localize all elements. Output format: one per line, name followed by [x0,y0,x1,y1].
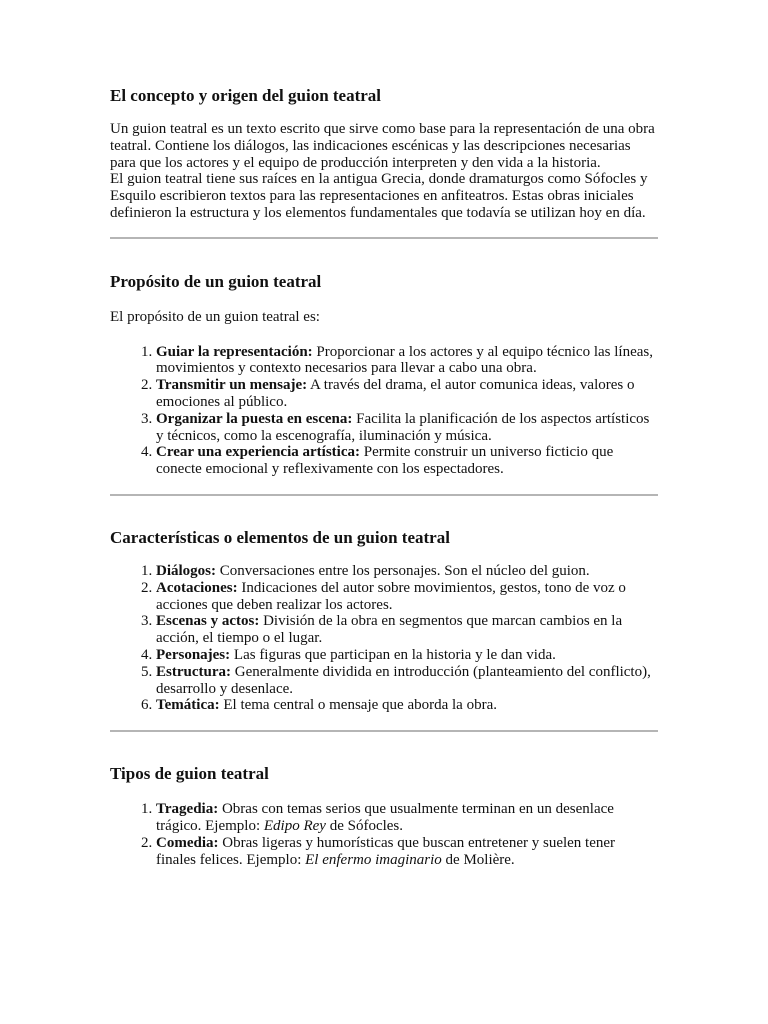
section-title: Características o elementos de un guion teatral [110,527,450,547]
list-item-text: División de la obra en segmentos que marcan cambios en la acción, el tiempo o el lugar. [156,613,623,647]
numbered-list [110,563,658,714]
document-page [110,85,658,868]
list-item [156,664,658,698]
list-item-term: Temática: [156,697,220,714]
numbered-list [110,801,658,868]
list-item-term: Transmitir un mensaje: [156,377,308,394]
list-item-text: Las figuras que participan en la historia y le dan vida. [230,646,556,663]
section-tipos [110,763,658,868]
divider [110,494,658,496]
work-title: El enfermo imaginario [305,851,442,868]
section-caracteristicas [110,527,658,714]
section-proposito [110,271,658,478]
list-item-term: Estructura: [156,663,231,680]
list-item [156,697,658,714]
list-item [156,580,658,614]
list-item [156,377,658,411]
list-item-term: Acotaciones: [156,579,238,596]
paragraph: Un guion teatral es un texto escrito que sirve como base para la representación de una obra teatral. Contiene los diálogos, las indicaciones escénicas y las descripciones necesarias para que los actores y el equipo de producción interpreten y den vida a la historia. [110,121,655,171]
list-item [156,647,658,664]
list-item-text: Permite construir un universo ficticio que conecte emocional y reflexivamente con los espectadores. [156,444,614,478]
list-item [156,411,658,445]
list-item-term: Crear una experiencia artística: [156,444,360,461]
list-item-text: de Molière. [441,851,515,868]
list-item-text: Facilita la planificación de los aspectos artísticos y técnicos, como la escenografía, iluminación y música. [156,410,650,444]
list-item [156,801,658,835]
list-item [156,344,658,378]
section-concepto-origen [110,85,658,222]
list-item [156,563,658,580]
paragraph: El propósito de un guion teatral es: [110,308,320,325]
section-title: Propósito de un guion teatral [110,271,322,291]
divider [110,730,658,732]
list-item-text: Obras con temas serios que usualmente terminan en un desenlace trágico. Ejemplo: [156,801,614,834]
list-item-text: Indicaciones del autor sobre movimientos, gestos, tono de voz o acciones que deben realizar los actores. [156,579,626,613]
list-item-text: Conversaciones entre los personajes. Son el núcleo del guion. [216,562,590,579]
list-item-text: de Sófocles. [325,817,404,834]
section-title: Tipos de guion teatral [110,764,269,784]
work-title: Edipo Rey [263,817,326,834]
list-item-text: Generalmente dividida en introducción (planteamiento del conflicto), desarrollo y desenlace. [156,663,651,697]
numbered-list [110,344,658,478]
list-item-text: Proporcionar a los actores y al equipo técnico las líneas, movimientos y contexto necesarios para llevar a cabo una obra. [156,343,653,377]
list-item-term: Escenas y actos: [156,613,260,630]
list-item-text: A través del drama, el autor comunica ideas, valores o emociones al público. [156,377,635,410]
list-item-text: Obras ligeras y humorísticas que buscan entretener y suelen tener finales felices. Ejemplo: [156,834,616,868]
section-title: El concepto y origen del guion teatral [110,86,382,105]
list-item [156,835,658,869]
list-item-term: Comedia: [156,834,219,851]
list-item-term: Diálogos: [156,562,216,579]
list-item-text: El tema central o mensaje que aborda la obra. [219,697,497,714]
list-item-term: Guiar la representación: [156,343,313,360]
list-item [156,444,658,478]
list-item-term: Personajes: [156,646,231,663]
list-item [156,613,658,647]
paragraph: El guion teatral tiene sus raíces en la antigua Grecia, donde dramaturgos como Sófocles y Esquilo escribieron textos para las representaciones en anfiteatros. Estas obras iniciales definieron la estructura y los elementos fundamentales que todavía se utilizan hoy en día. [110,171,648,221]
list-item-term: Tragedia: [156,801,219,818]
list-item-term: Organizar la puesta en escena: [156,410,353,427]
divider [110,237,658,239]
